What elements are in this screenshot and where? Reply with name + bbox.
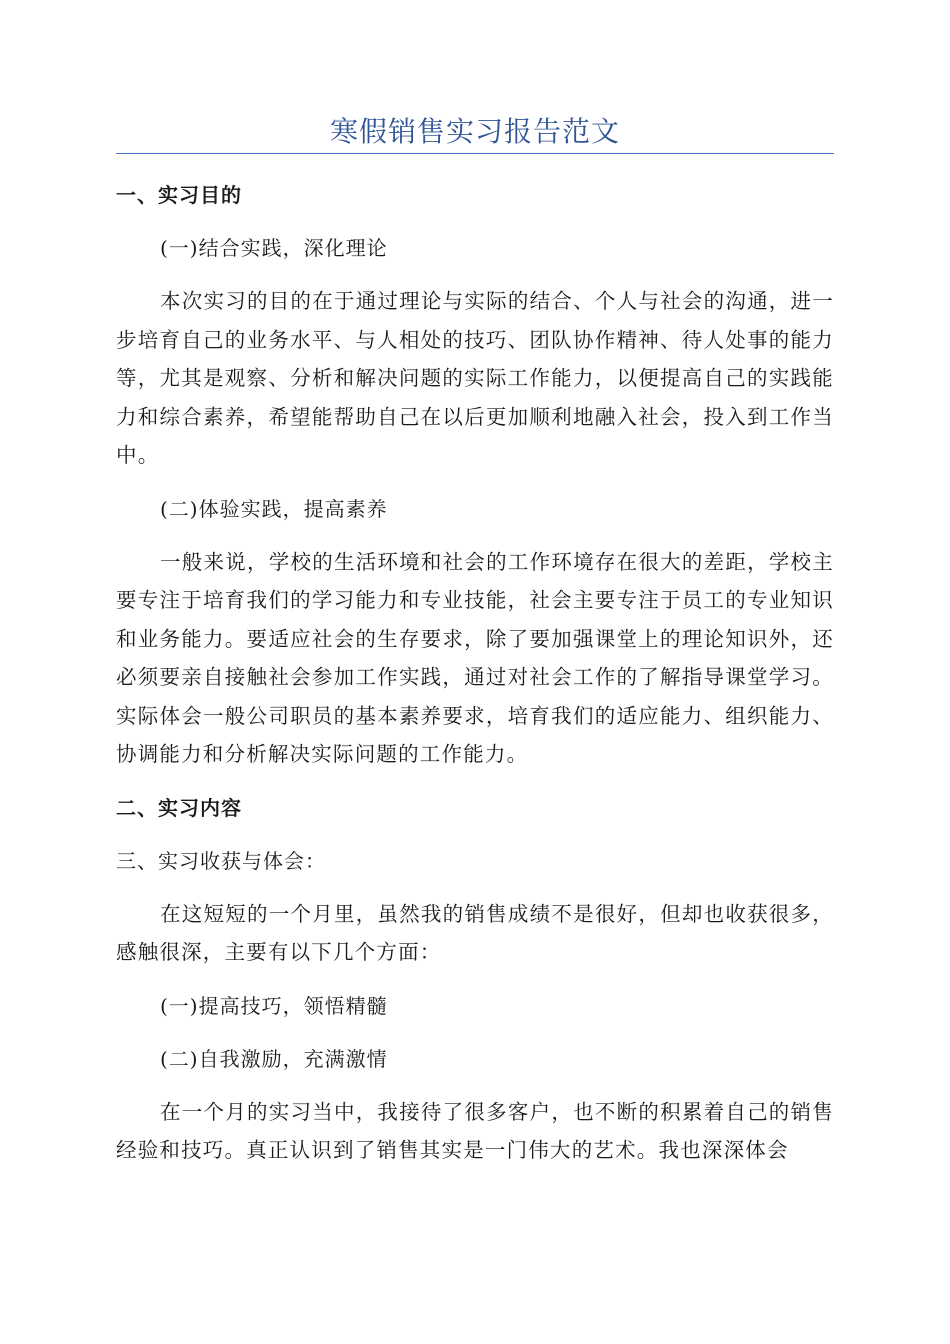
document-body [116, 176, 834, 1185]
section-heading-gains: 三、实习收获与体会： [116, 848, 326, 873]
section-heading-content: 二、实习内容 [116, 795, 242, 820]
subheading-combine-practice: (一)结合实践，深化理论 [160, 236, 388, 260]
subheading-self-motivation: (二)自我激励，充满激情 [160, 1046, 388, 1071]
title-underline [116, 153, 834, 154]
paragraph-gains-2: 在一个月的实习当中，我接待了很多客户，也不断的积累着自己的销售经验和技巧。真正认识到了销售其实是一门伟大的艺术。我也深深体会 [116, 1099, 834, 1162]
section-heading-purpose: 一、实习目的 [116, 183, 242, 207]
paragraph-purpose-1: 本次实习的目的在于通过理论与实际的结合、个人与社会的沟通，进一步培育自己的业务水平、与人相处的技巧、团队协作精神、待人处事的能力等，尤其是观察、分析和解决问题的实际工作能力，以便提高自己的实践能力和综合素养，希望能帮助自己在以后更加顺利地融入社会，投入到工作当中。 [116, 289, 834, 467]
paragraph-purpose-2: 一般来说，学校的生活环境和社会的工作环境存在很大的差距，学校主要专注于培育我们的学习能力和专业技能，社会主要专注于员工的专业知识和业务能力。要适应社会的生存要求，除了要加强课堂上的理论知识外，还必须要亲自接触社会参加工作实践，通过对社会工作的了解指导课堂学习。实际体会一般公司职员的基本素养要求，培育我们的适应能力、组织能力、协调能力和分析解决实际问题的工作能力。 [116, 549, 834, 766]
paragraph-gains-1: 在这短短的一个月里，虽然我的销售成绩不是很好，但却也收获很多，感触很深，主要有以下几个方面： [116, 901, 834, 964]
subheading-experience-practice: (二)体验实践，提高素养 [160, 496, 388, 521]
subheading-improve-skills: (一)提高技巧，领悟精髓 [160, 993, 388, 1018]
document-title: 寒假销售实习报告范文 [329, 115, 620, 148]
